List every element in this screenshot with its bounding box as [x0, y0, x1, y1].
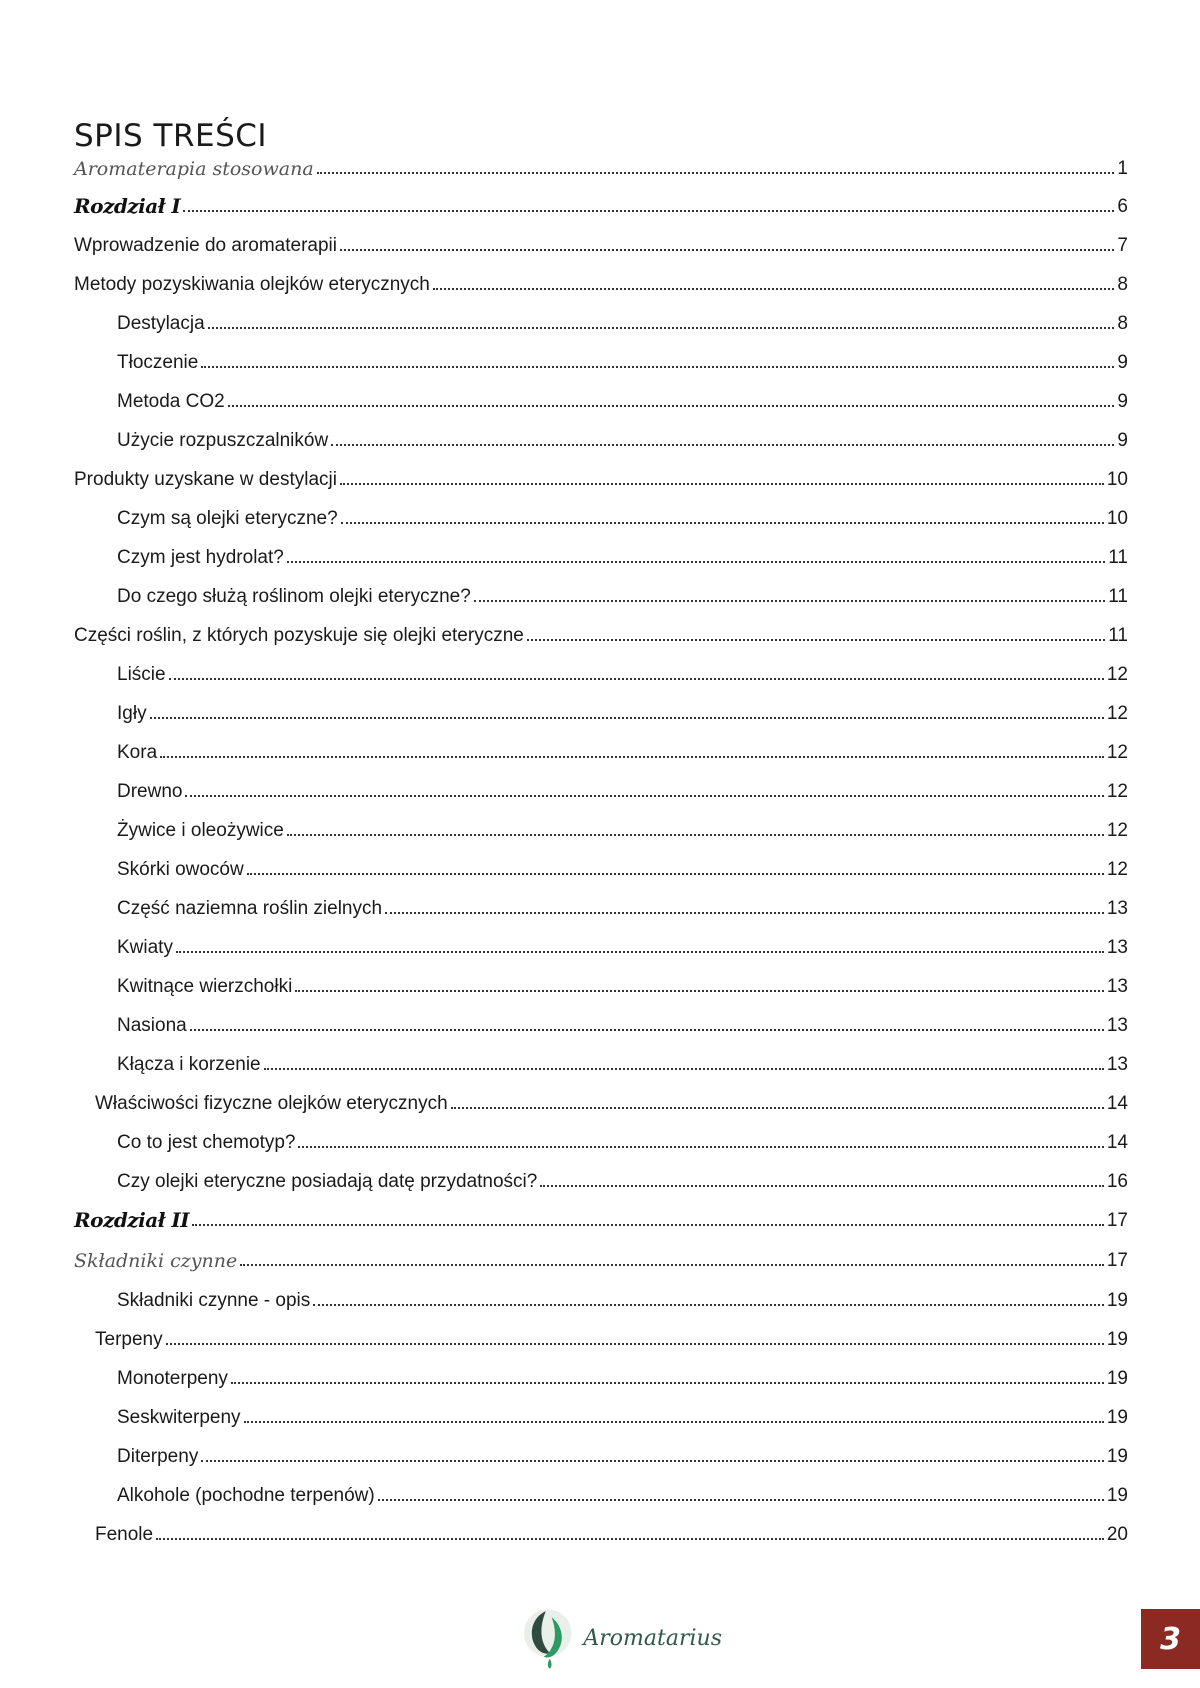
toc-entry[interactable]	[117, 773, 1128, 803]
dot-leader	[201, 366, 1114, 368]
toc-entry[interactable]	[74, 1202, 1128, 1232]
toc-entry[interactable]	[117, 305, 1128, 335]
dot-leader	[166, 1343, 1104, 1345]
dot-leader	[295, 990, 1104, 992]
dot-leader	[183, 210, 1114, 212]
toc-entry-page: 19	[1106, 1485, 1128, 1506]
dot-leader	[298, 1146, 1103, 1148]
dot-leader	[433, 288, 1115, 290]
toc-entry-page: 13	[1106, 1015, 1128, 1036]
toc-entry-label: Drewno	[117, 781, 183, 802]
dot-leader	[201, 1460, 1104, 1462]
dot-leader	[208, 327, 1115, 329]
toc-entry-page: 1	[1117, 158, 1128, 179]
toc-entry[interactable]	[117, 1163, 1128, 1193]
toc-entry[interactable]	[117, 695, 1128, 725]
toc-entry-page: 11	[1108, 547, 1128, 568]
toc-entry-label: Metody pozyskiwania olejków eterycznych	[74, 274, 430, 295]
toc-entry[interactable]	[117, 1360, 1128, 1390]
toc-entry-label: Diterpeny	[117, 1446, 199, 1467]
toc-entry-label: Alkohole (pochodne terpenów)	[117, 1485, 375, 1506]
toc-entry[interactable]	[95, 1516, 1128, 1546]
toc-entry-label: Kwiaty	[117, 937, 173, 958]
toc-entry[interactable]	[117, 812, 1128, 842]
toc-entry-page: 14	[1106, 1132, 1128, 1153]
dot-leader	[169, 678, 1104, 680]
toc-entry[interactable]	[74, 617, 1128, 647]
leaf-drop-icon	[522, 1603, 577, 1673]
dot-leader	[474, 600, 1105, 602]
toc-entry-label: Aromaterapia stosowana	[74, 158, 314, 180]
toc-entry[interactable]	[74, 461, 1128, 491]
toc-entry-page: 12	[1106, 781, 1128, 802]
toc-entry-label: Wprowadzenie do aromaterapii	[74, 235, 337, 256]
toc-entry-page: 13	[1106, 898, 1128, 919]
toc-entry-label: Co to jest chemotyp?	[117, 1132, 296, 1153]
dot-leader	[341, 522, 1104, 524]
toc-entry-page: 11	[1108, 625, 1128, 646]
toc-entry-label: Skórki owoców	[117, 859, 244, 880]
toc-entry-page: 12	[1106, 859, 1128, 880]
toc-entry-page: 13	[1106, 937, 1128, 958]
dot-leader	[192, 1224, 1104, 1226]
toc-entry[interactable]	[74, 266, 1128, 296]
toc-entry[interactable]	[117, 539, 1128, 569]
toc-entry-page: 19	[1106, 1368, 1128, 1389]
toc-entry-label: Tłoczenie	[117, 352, 199, 373]
dot-leader	[160, 756, 1104, 758]
toc-entry-page: 19	[1106, 1446, 1128, 1467]
dot-leader	[340, 249, 1114, 251]
toc-entry-label: Rozdział II	[74, 1208, 190, 1232]
toc-entry[interactable]	[117, 890, 1128, 920]
toc-entry[interactable]	[117, 500, 1128, 530]
dot-leader	[228, 405, 1115, 407]
toc-entry-label: Liście	[117, 664, 166, 685]
toc-entry-page: 19	[1106, 1290, 1128, 1311]
dot-leader	[340, 483, 1104, 485]
toc-entry-label: Czym są olejki eteryczne?	[117, 508, 338, 529]
toc-entry[interactable]	[117, 1438, 1128, 1468]
toc-entry-page: 10	[1106, 508, 1128, 529]
toc-entry-page: 7	[1117, 235, 1128, 256]
page-number-badge: 3	[1141, 1609, 1200, 1669]
toc-entry[interactable]	[95, 1085, 1128, 1115]
toc-entry-label: Składniki czynne - opis	[117, 1290, 311, 1311]
toc-entry[interactable]	[95, 1321, 1128, 1351]
toc-entry[interactable]	[74, 1242, 1128, 1272]
toc-entry-label: Fenole	[95, 1524, 154, 1545]
toc-entry[interactable]	[117, 1046, 1128, 1076]
toc-entry[interactable]	[117, 1007, 1128, 1037]
dot-leader	[287, 834, 1104, 836]
toc-entry-page: 13	[1106, 1054, 1128, 1075]
dot-leader	[231, 1382, 1104, 1384]
toc-entry-page: 8	[1117, 313, 1128, 334]
toc-entry-page: 9	[1117, 352, 1128, 373]
toc-entry-page: 6	[1117, 196, 1128, 217]
dot-leader	[317, 172, 1115, 174]
toc-entry[interactable]	[117, 1399, 1128, 1429]
toc-entry-page: 17	[1106, 1210, 1128, 1231]
toc-entry-page: 10	[1106, 469, 1128, 490]
toc-entry-label: Kora	[117, 742, 158, 763]
toc-entry-page: 19	[1106, 1329, 1128, 1350]
dot-leader	[287, 561, 1105, 563]
toc-entry-label: Kwitnące wierzchołki	[117, 976, 293, 997]
toc-entry-label: Metoda CO2	[117, 391, 225, 412]
toc-entry-page: 9	[1117, 430, 1128, 451]
dot-leader	[385, 912, 1104, 914]
toc-entry[interactable]	[117, 1477, 1128, 1507]
toc-entry-page: 17	[1106, 1250, 1128, 1271]
toc-entry[interactable]	[117, 344, 1128, 374]
dot-leader	[240, 1264, 1104, 1266]
dot-leader	[313, 1304, 1104, 1306]
dot-leader	[451, 1107, 1104, 1109]
toc-entry-page: 19	[1106, 1407, 1128, 1428]
toc-entry-label: Seskwiterpeny	[117, 1407, 241, 1428]
dot-leader	[540, 1185, 1104, 1187]
toc-entry-label: Terpeny	[95, 1329, 163, 1350]
toc-entry-label: Produkty uzyskane w destylacji	[74, 469, 337, 490]
dot-leader	[378, 1499, 1104, 1501]
dot-leader	[527, 639, 1105, 641]
toc-entry-page: 8	[1117, 274, 1128, 295]
dot-leader	[244, 1421, 1104, 1423]
toc-entry-page: 20	[1106, 1524, 1128, 1545]
toc-entry[interactable]	[117, 851, 1128, 881]
toc-entry[interactable]	[74, 227, 1128, 257]
toc-entry[interactable]	[117, 968, 1128, 998]
toc-entry-label: Do czego służą roślinom olejki eteryczne?	[117, 586, 471, 607]
toc-entry-page: 12	[1106, 703, 1128, 724]
dot-leader	[176, 951, 1104, 953]
toc-entry-label: Części roślin, z których pozyskuje się olejki eteryczne	[74, 625, 524, 646]
toc-entry-page: 14	[1106, 1093, 1128, 1114]
toc-entry-label: Część naziemna roślin zielnych	[117, 898, 383, 919]
toc-entry[interactable]	[117, 578, 1128, 608]
toc-entry-label: Nasiona	[117, 1015, 187, 1036]
toc-entry-label: Destylacja	[117, 313, 205, 334]
dot-leader	[156, 1538, 1104, 1540]
toc-entry[interactable]	[117, 383, 1128, 413]
toc-entry-label: Igły	[117, 703, 147, 724]
toc-entry-page: 16	[1106, 1171, 1128, 1192]
dot-leader	[331, 444, 1114, 446]
toc-entry[interactable]	[74, 188, 1128, 218]
page-title: SPIS TREŚCI	[74, 118, 268, 154]
toc-entry-page: 11	[1108, 586, 1128, 607]
toc-entry[interactable]	[117, 1282, 1128, 1312]
toc-entry-label: Właściwości fizyczne olejków eterycznych	[95, 1093, 448, 1114]
toc-entry-label: Czy olejki eteryczne posiadają datę przydatności?	[117, 1171, 538, 1192]
toc-entry[interactable]	[117, 929, 1128, 959]
footer-logo	[522, 1603, 722, 1673]
toc-entry-label: Kłącza i korzenie	[117, 1054, 261, 1075]
toc-entry-page: 12	[1106, 664, 1128, 685]
toc-entry-label: Rozdział I	[74, 194, 181, 218]
toc-entry[interactable]	[117, 422, 1128, 452]
toc-entry[interactable]	[117, 656, 1128, 686]
toc-entry-label: Czym jest hydrolat?	[117, 547, 284, 568]
toc-entry-page: 12	[1106, 820, 1128, 841]
toc-entry[interactable]	[117, 1124, 1128, 1154]
toc-entry[interactable]	[74, 150, 1128, 180]
toc-entry-page: 9	[1117, 391, 1128, 412]
dot-leader	[150, 717, 1104, 719]
dot-leader	[185, 795, 1103, 797]
toc-entry-label: Użycie rozpuszczalników	[117, 430, 329, 451]
toc-entry[interactable]	[117, 734, 1128, 764]
dot-leader	[247, 873, 1104, 875]
dot-leader	[190, 1029, 1104, 1031]
dot-leader	[264, 1068, 1104, 1070]
toc-entry-label: Składniki czynne	[74, 1250, 238, 1272]
logo-text: Aromatarius	[583, 1625, 722, 1651]
toc-entry-label: Żywice i oleożywice	[117, 820, 284, 841]
toc-entry-label: Monoterpeny	[117, 1368, 228, 1389]
toc-entry-page: 12	[1106, 742, 1128, 763]
toc-entry-page: 13	[1106, 976, 1128, 997]
